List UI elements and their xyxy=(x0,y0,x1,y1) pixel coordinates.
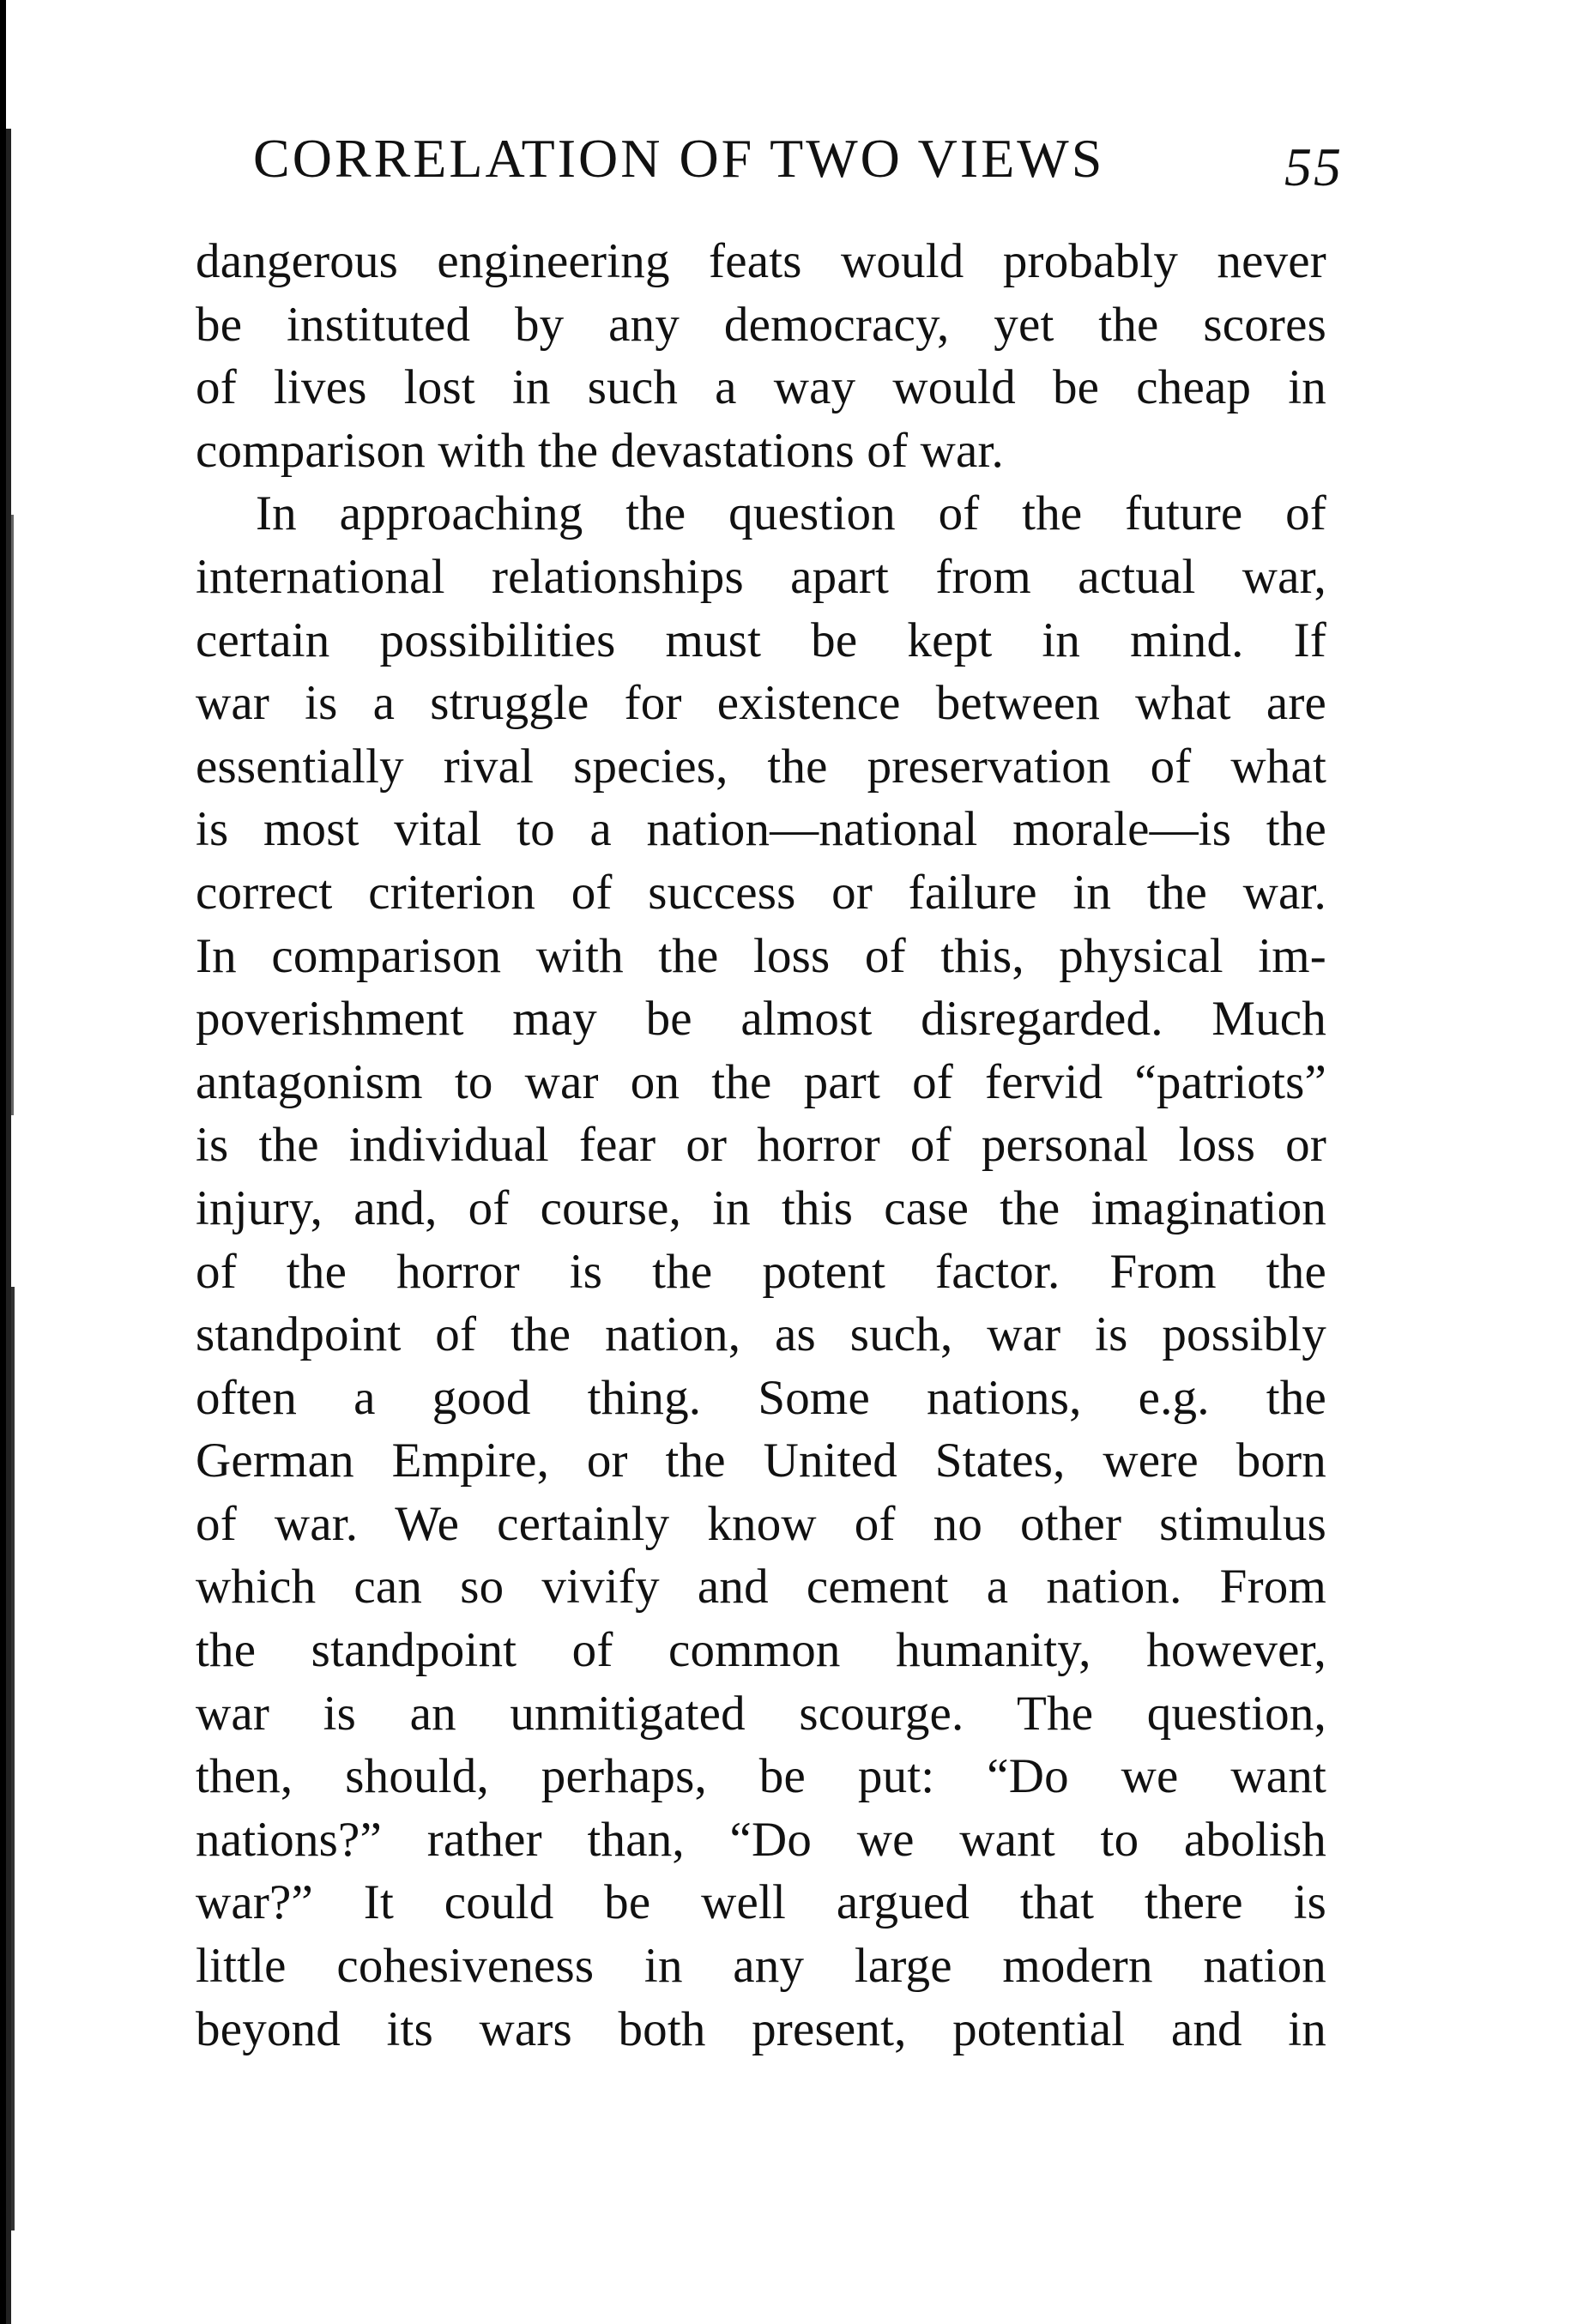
text-line: which can so vivify and cement a nation. From xyxy=(196,1560,1326,1615)
text-line: of lives lost in such a way would be cheap in xyxy=(196,360,1326,415)
text-line: certain possibilities must be kept in mind. If xyxy=(196,613,1326,667)
text-line: war is a struggle for existence between what are xyxy=(196,676,1326,731)
running-title: CORRELATION OF TWO VIEWS xyxy=(253,128,1105,189)
text-line: the standpoint of common humanity, however, xyxy=(196,1623,1326,1678)
text-line: beyond its wars both present, potential and in xyxy=(196,2001,1326,2056)
text-line: correct criterion of success or failure in the war. xyxy=(196,865,1326,920)
text-line: In comparison with the loss of this, physical im- xyxy=(196,928,1326,983)
text-line: standpoint of the nation, as such, war is possibly xyxy=(196,1307,1326,1362)
body-text xyxy=(196,230,1326,2061)
text-line: is most vital to a nation—national morale—is the xyxy=(196,802,1326,857)
text-line: antagonism to war on the part of fervid “patriots” xyxy=(196,1054,1326,1109)
text-line: of war. We certainly know of no other stimulus xyxy=(196,1496,1326,1551)
text-line: of the horror is the potent factor. From the xyxy=(196,1244,1326,1299)
text-line: essentially rival species, the preservation of what xyxy=(196,739,1326,794)
text-line: international relationships apart from actual war, xyxy=(196,549,1326,604)
text-line: In approaching the question of the future of xyxy=(256,486,1326,541)
text-line: then, should, perhaps, be put: “Do we want xyxy=(196,1749,1326,1804)
text-line: poverishment may be almost disregarded. Much xyxy=(196,992,1326,1047)
text-line: injury, and, of course, in this case the imagination xyxy=(196,1180,1326,1235)
text-line: war is an unmitigated scourge. The question, xyxy=(196,1686,1326,1741)
text-line: nations?” rather than, “Do we want to abolish xyxy=(196,1812,1326,1867)
text-line: war?” It could be well argued that there is xyxy=(196,1875,1326,1930)
running-header xyxy=(253,120,1343,197)
binding-edge xyxy=(0,0,26,2324)
text-line: be instituted by any democracy, yet the scores xyxy=(196,297,1326,352)
text-line: dangerous engineering feats would probably never xyxy=(196,234,1326,288)
text-line: little cohesiveness in any large modern nation xyxy=(196,1939,1326,1994)
page-number: 55 xyxy=(1284,136,1343,197)
text-line: often a good thing. Some nations, e.g. the xyxy=(196,1370,1326,1425)
text-line: German Empire, or the United States, were born xyxy=(196,1434,1326,1488)
text-line: comparison with the devastations of war. xyxy=(196,423,1004,478)
text-line: is the individual fear or horror of personal loss or xyxy=(196,1118,1326,1173)
